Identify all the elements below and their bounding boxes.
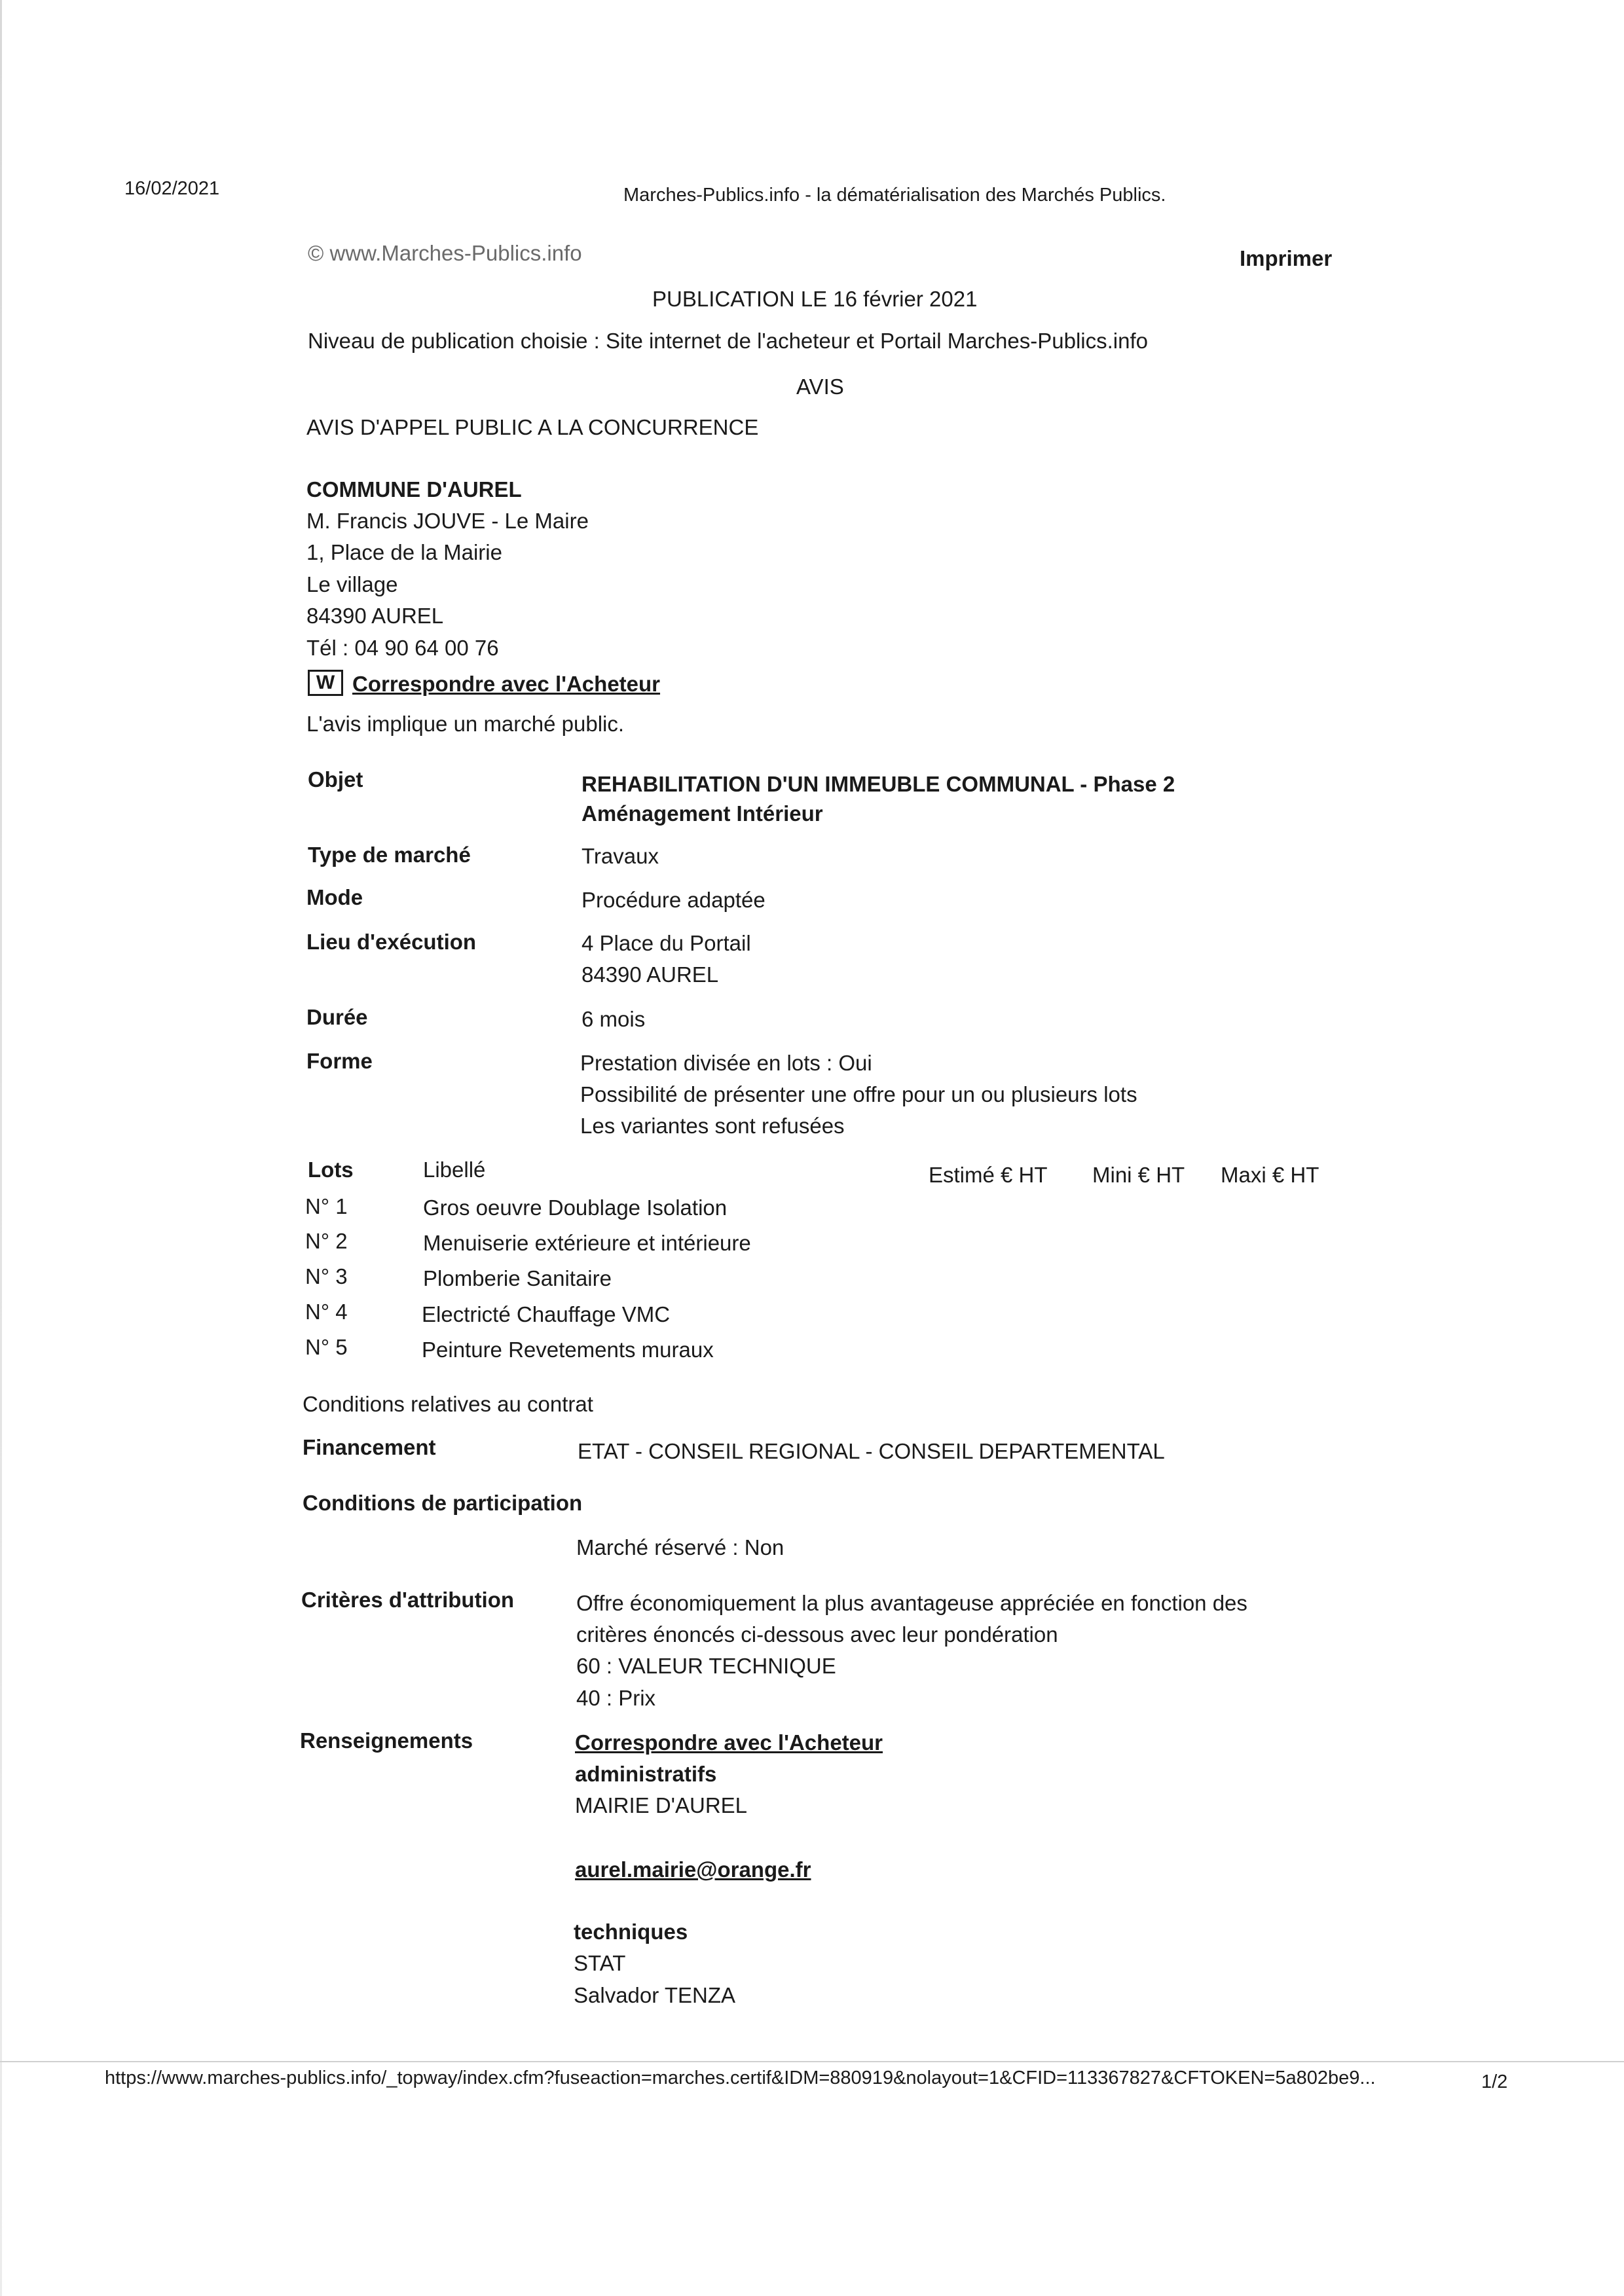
type-value: Travaux [581, 844, 659, 868]
tech-label: techniques [574, 1920, 688, 1944]
avis-title: AVIS D'APPEL PUBLIC A LA CONCURRENCE [306, 415, 759, 439]
lots-header-libelle: Libellé [423, 1157, 486, 1182]
buyer-name: COMMUNE D'AUREL [306, 477, 522, 501]
lieu-line2: 84390 AUREL [581, 962, 719, 987]
tech-name: Salvador TENZA [574, 1983, 735, 2007]
criteres-line4: 40 : Prix [576, 1686, 656, 1710]
conditions-contrat: Conditions relatives au contrat [303, 1392, 593, 1416]
admin-label: administratifs [575, 1762, 717, 1786]
financement-value: ETAT - CONSEIL REGIONAL - CONSEIL DEPARTEMENTAL [578, 1439, 1165, 1463]
lot-number: N° 2 [305, 1229, 348, 1253]
criteres-line2: critères énoncés ci-dessous avec leur pondération [576, 1622, 1058, 1647]
publication-level: Niveau de publication choisie : Site internet de l'acheteur et Portail Marches-Publics.info [308, 329, 1148, 353]
forme-line1: Prestation divisée en lots : Oui [580, 1051, 872, 1075]
lot-label: Gros oeuvre Doublage Isolation [423, 1195, 728, 1220]
lot-number: N° 1 [305, 1194, 348, 1218]
mode-value: Procédure adaptée [581, 888, 766, 912]
forme-line2: Possibilité de présenter une offre pour un ou plusieurs lots [580, 1082, 1137, 1106]
renseignements-correspond-link[interactable]: Correspondre avec l'Acheteur [575, 1730, 883, 1755]
mode-label: Mode [306, 885, 363, 909]
buyer-contact: M. Francis JOUVE - Le Maire [306, 509, 589, 533]
objet-line1: REHABILITATION D'UN IMMEUBLE COMMUNAL - Phase 2 [581, 772, 1175, 796]
objet-line2: Aménagement Intérieur [581, 801, 823, 826]
tech-org: STAT [574, 1951, 626, 1975]
lot-number: N° 3 [305, 1264, 348, 1288]
footer-url: https://www.marches-publics.info/_topway/index.cfm?fuseaction=marches.certif&IDM=880919&nolayout=1&CFID=113367827&CFTOKEN=5a802be9... [105, 2068, 1376, 2088]
duree-label: Durée [306, 1005, 368, 1029]
print-date: 16/02/2021 [124, 178, 220, 199]
lieu-label: Lieu d'exécution [306, 930, 477, 954]
lot-label: Menuiserie extérieure et intérieure [423, 1231, 751, 1255]
site-title: Marches-Publics.info - la dématérialisation des Marchés Publics. [623, 185, 1166, 206]
correspond-link[interactable]: Correspondre avec l'Acheteur [352, 672, 661, 696]
buyer-city: 84390 AUREL [306, 604, 444, 628]
criteres-line3: 60 : VALEUR TECHNIQUE [576, 1654, 836, 1678]
lots-header-mini: Mini € HT [1092, 1163, 1185, 1187]
print-button[interactable]: Imprimer [1240, 246, 1333, 270]
lots-header-estime: Estimé € HT [929, 1163, 1048, 1187]
lot-label: Plomberie Sanitaire [423, 1266, 612, 1290]
admin-name: MAIRIE D'AUREL [575, 1793, 748, 1817]
lot-label: Electricté Chauffage VMC [422, 1302, 671, 1326]
scan-edge [0, 0, 2, 2296]
lieu-line1: 4 Place du Portail [581, 931, 751, 955]
renseignements-label: Renseignements [300, 1728, 473, 1753]
publication-date: PUBLICATION LE 16 février 2021 [652, 287, 978, 311]
financement-label: Financement [303, 1435, 436, 1459]
criteres-line1: Offre économiquement la plus avantageuse appréciée en fonction des [576, 1591, 1247, 1615]
buyer-address-line1: 1, Place de la Mairie [306, 540, 502, 564]
lot-number: N° 5 [305, 1335, 348, 1359]
forme-label: Forme [306, 1049, 373, 1073]
criteres-label: Critères d'attribution [301, 1588, 515, 1612]
avis-label: AVIS [796, 374, 844, 399]
lots-header-lots: Lots [308, 1157, 354, 1182]
type-label: Type de marché [308, 843, 471, 867]
page-number: 1/2 [1481, 2071, 1508, 2092]
email-link[interactable]: aurel.mairie@orange.fr [575, 1857, 811, 1882]
lot-number: N° 4 [305, 1300, 348, 1324]
lots-header-maxi: Maxi € HT [1221, 1163, 1320, 1187]
footer-divider [0, 2061, 1624, 2062]
buyer-tel: Tél : 04 90 64 00 76 [306, 636, 499, 660]
marche-reserve: Marché réservé : Non [576, 1535, 784, 1559]
w-badge-icon: W [308, 670, 343, 696]
lot-label: Peinture Revetements muraux [422, 1338, 714, 1362]
objet-label: Objet [308, 767, 363, 792]
public-notice: L'avis implique un marché public. [306, 712, 625, 736]
copyright: © www.Marches-Publics.info [308, 241, 582, 265]
duree-value: 6 mois [581, 1007, 646, 1031]
participation-label: Conditions de participation [303, 1491, 583, 1515]
buyer-address-line2: Le village [306, 572, 398, 596]
forme-line3: Les variantes sont refusées [580, 1114, 845, 1138]
